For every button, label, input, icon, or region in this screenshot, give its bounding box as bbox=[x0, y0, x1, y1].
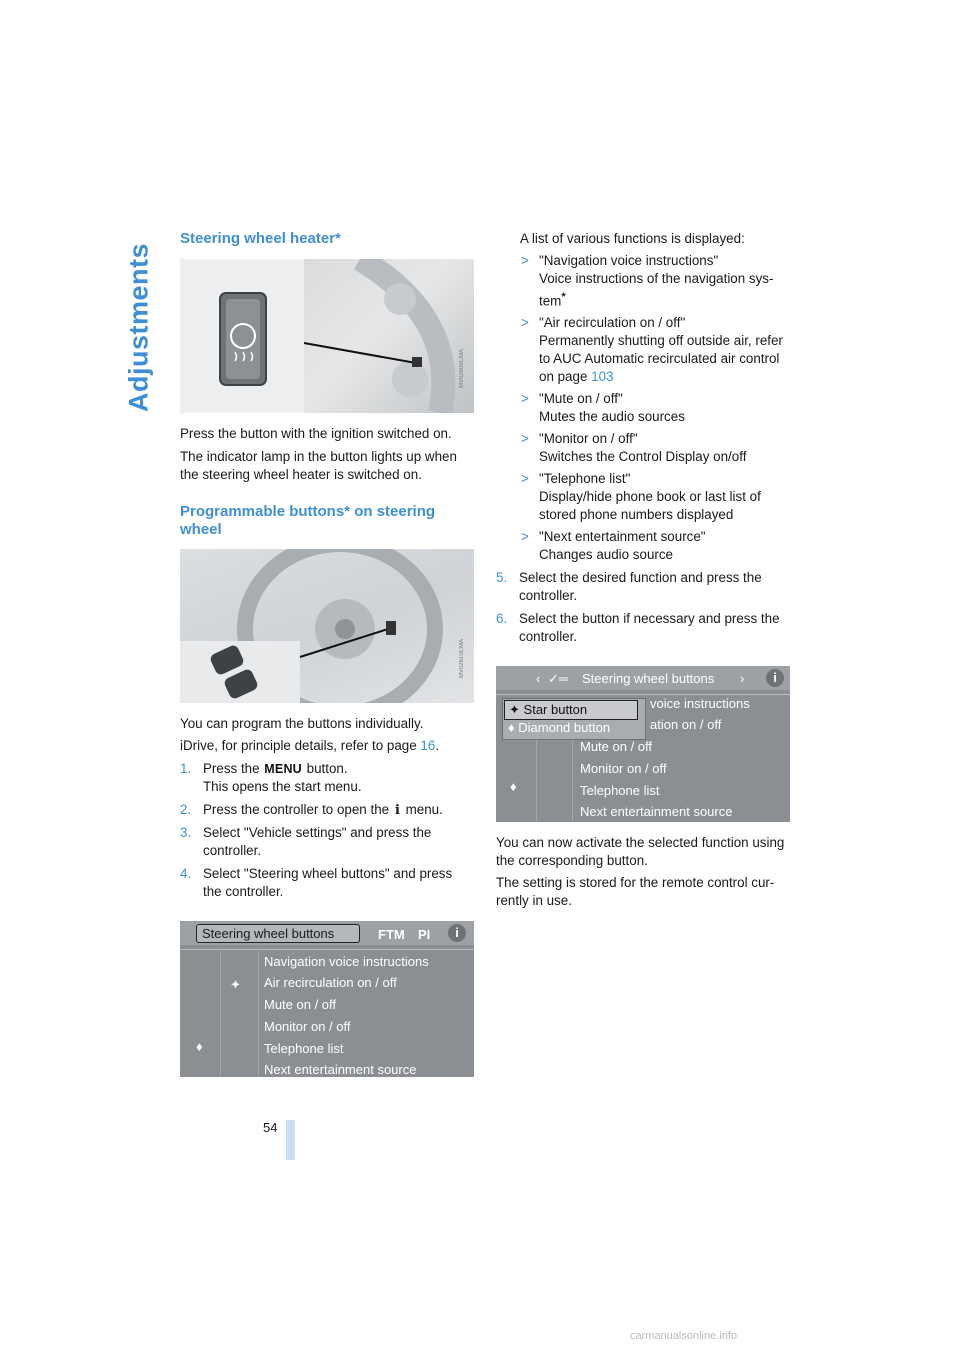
star-button-label: Star button bbox=[523, 702, 588, 718]
step-3: 3. Select "Vehicle settings" and press the controller. bbox=[180, 825, 432, 858]
heater-photo: MV02609CMA bbox=[180, 259, 474, 413]
prog-text-1: You can program the buttons individually. bbox=[180, 716, 424, 731]
screen2-item-3[interactable]: Telephone list bbox=[580, 783, 660, 799]
page-number: 54 bbox=[263, 1120, 278, 1135]
bullet-air-recirculation: > "Air recirculation on / off" Permanently shutting off outside air, refer to AUC Automatic recirculated air control on page 103 bbox=[521, 315, 783, 385]
screen-item-4[interactable]: Monitor on / off bbox=[264, 1019, 351, 1034]
screen-header-title: Steering wheel buttons bbox=[202, 926, 335, 941]
partial-item-1: voice instructions bbox=[650, 696, 750, 712]
diamond-button-label: Diamond button bbox=[518, 720, 611, 736]
ftm-label: FTM bbox=[378, 927, 405, 942]
menu-key-icon: MENU bbox=[264, 762, 302, 776]
diamond-button-option[interactable] bbox=[504, 719, 636, 737]
diamond-marker-icon: ♦ bbox=[196, 1039, 203, 1054]
partial-item-2: ation on / off bbox=[650, 717, 722, 733]
page-link-16[interactable]: 16 bbox=[420, 738, 436, 753]
heater-photo-illustration bbox=[180, 259, 474, 413]
screen-divider bbox=[180, 949, 474, 950]
bullet-entertainment: > "Next entertainment source" Changes audio source bbox=[521, 529, 706, 563]
chapter-title: Adjustments bbox=[123, 242, 154, 413]
outro-text-1: You can now activate the selected function using the corresponding button. bbox=[496, 835, 785, 869]
screen-item-6[interactable]: Next entertainment source bbox=[264, 1062, 417, 1077]
pi-label: PI bbox=[418, 927, 431, 942]
prog-text-2: iDrive, for principle details, refer to page 16. bbox=[180, 738, 440, 753]
screen-col-line-1 bbox=[220, 951, 221, 1077]
back-arrow-icon: ‹ bbox=[536, 671, 541, 687]
screen2-item-4[interactable]: Next entertainment source bbox=[580, 804, 733, 820]
bullet-navigation: > "Navigation voice instructions" Voice instructions of the navigation sys-tem* bbox=[521, 253, 774, 309]
outro-text-2: The setting is stored for the remote control cur-rently in use. bbox=[496, 875, 775, 909]
screen-col-line-2 bbox=[258, 951, 259, 1077]
info-menu-icon: i bbox=[394, 802, 400, 818]
steering-wheel-buttons-screen bbox=[180, 921, 474, 1077]
heater-text-1: Press the button with the ignition switched on. bbox=[180, 426, 452, 441]
button-assignment-screen bbox=[496, 666, 790, 822]
step-2: 2. Press the controller to open the i menu. bbox=[180, 802, 443, 818]
screen-item-5[interactable]: Telephone list bbox=[264, 1041, 344, 1056]
bullet-monitor: > "Monitor on / off" Switches the Control Display on/off bbox=[521, 431, 747, 465]
steering-wheel-illustration bbox=[180, 549, 474, 703]
info-icon-2: i bbox=[766, 669, 784, 687]
screen2-col-line-2 bbox=[572, 736, 573, 822]
screen2-col-line-1 bbox=[536, 736, 537, 822]
screen-item-1[interactable]: Navigation voice instructions bbox=[264, 954, 429, 969]
screen-item-2[interactable]: Air recirculation on / off bbox=[264, 975, 397, 990]
steering-wheel-photo: MV02610CMA bbox=[180, 549, 474, 703]
left-column bbox=[180, 230, 474, 1077]
steering-wheel-icon: ✓═ bbox=[548, 671, 569, 687]
heater-heading: Steering wheel heater* bbox=[180, 230, 341, 247]
screen2-item-1[interactable]: Mute on / off bbox=[580, 739, 653, 755]
heater-text-2: The indicator lamp in the button lights up when the steering wheel heater is switched on. bbox=[180, 449, 457, 482]
star-icon: ✦ bbox=[509, 702, 520, 718]
page-link-103[interactable]: 103 bbox=[591, 369, 614, 385]
footer-watermark: carmanualsonline.info bbox=[630, 1330, 738, 1342]
functions-intro: A list of various functions is displayed: bbox=[520, 231, 745, 246]
step-6: 6. Select the button if necessary and press the controller. bbox=[496, 611, 780, 645]
prog-heading: Programmable buttons* on steering wheel bbox=[180, 503, 436, 538]
diamond-marker-icon-2: ♦ bbox=[510, 779, 517, 795]
bullet-mute: > "Mute on / off" Mutes the audio sources bbox=[521, 391, 685, 425]
info-icon: i bbox=[448, 924, 466, 942]
step-4: 4. Select "Steering wheel buttons" and press the controller. bbox=[180, 866, 453, 899]
chapter-tab bbox=[124, 232, 154, 422]
star-button-option[interactable] bbox=[504, 700, 638, 720]
right-column bbox=[496, 230, 792, 910]
step-1: 1. Press the MENU button. This opens the start menu. bbox=[180, 761, 362, 794]
page-marker-bar bbox=[286, 1120, 295, 1160]
screen2-header-title: Steering wheel buttons bbox=[582, 671, 715, 687]
screen-item-3[interactable]: Mute on / off bbox=[264, 997, 337, 1012]
bullet-telephone: > "Telephone list" Display/hide phone book or last list of stored phone numbers displayed bbox=[521, 471, 761, 523]
screen2-item-2[interactable]: Monitor on / off bbox=[580, 761, 667, 777]
forward-arrow-icon: › bbox=[740, 671, 745, 687]
diamond-icon: ♦ bbox=[508, 720, 515, 736]
step-5: 5. Select the desired function and press the controller. bbox=[496, 570, 762, 604]
star-marker-icon: ✦ bbox=[230, 977, 241, 992]
